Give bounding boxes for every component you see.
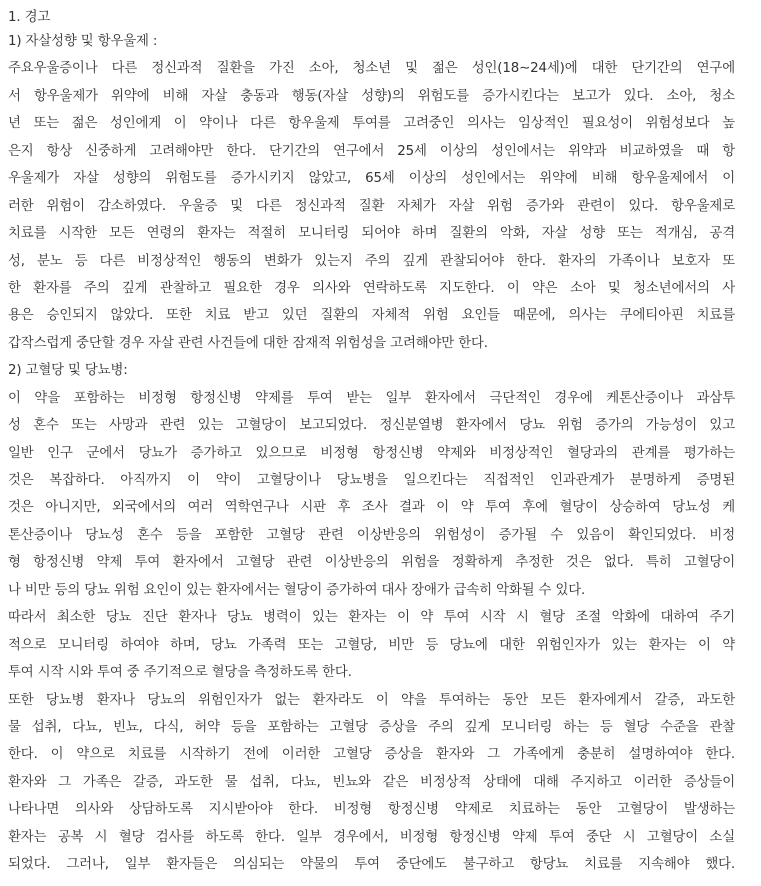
text-line: 한다. 이 약으로 치료를 시작하기 전에 이러한 고혈당 증상을 환자와 그 가족에게 충분히 설명하여야 한다.	[8, 747, 735, 763]
text-line: 갑작스럽게 중단할 경우 자살 관련 사건들에 대한 잠재적 위험성을 고려해야만 한다.	[8, 335, 488, 351]
section-heading: 2) 고혈당 및 당뇨병:	[8, 363, 128, 379]
text-line: 환자는 공복 시 혈당 검사를 하도록 한다. 일부 경우에서, 비정형 항정신병 약제 투여 중단 시 고혈당이 소실	[8, 829, 735, 845]
text-line: 따라서 최소한 당뇨 진단 환자나 당뇨 병력이 있는 환자는 이 약 투여 시작 시 혈당 조절 악화에 대하여 주기	[8, 610, 735, 626]
text-line: 물 섭취, 다뇨, 빈뇨, 다식, 허약 등을 포함하는 고혈당 증상을 주의 깊게 모니터링 하는 등 혈당 수준을 관찰	[8, 719, 735, 735]
text-line: 톤산증이나 당뇨성 혼수 등을 포함한 고혈당 관련 이상반응의 위험성이 증가될 수 있음이 확인되었다. 비정	[8, 527, 735, 543]
text-line: 서 항우울제가 위약에 비해 자살 충동과 행동(자살 성향)의 위험도를 증가시킨다는 보고가 있다. 소아, 청소	[8, 88, 735, 104]
section-heading: 1. 경고	[8, 10, 51, 25]
text-line: 적으로 모니터링 하여야 하며, 당뇨 가족력 또는 고혈당, 비만 등 당뇨에 대한 위험인자가 있는 환자는 이 약	[8, 637, 735, 653]
document-body	[8, 0, 758, 879]
text-line: 나타나면 의사와 상담하도록 지시받아야 한다. 비정형 항정신병 약제로 치료하는 동안 고혈당이 발생하는	[8, 802, 735, 818]
section-heading: 1) 자살성향 및 항우울제 :	[8, 34, 158, 49]
text-line: 이 약을 포함하는 비정형 항정신병 약제를 투여 받는 일부 환자에서 극단적인 경우에 케톤산증이나 과삼투	[8, 390, 735, 406]
text-line: 용은 승인되지 않았다. 또한 치료 받고 있던 질환의 자체적 위험 요인들 때문에, 의사는 쿠에티아핀 치료를	[8, 308, 735, 324]
text-line: 일반 인구 군에서 당뇨가 증가하고 있으므로 비정형 항정신병 약제와 비정상적인 혈당과의 관계를 평가하는	[8, 445, 735, 461]
text-line: 것은 복잡하다. 아직까지 이 약이 고혈당이나 당뇨병을 일으킨다는 직접적인 인과관계가 분명하게 증명된	[8, 473, 735, 488]
text-line: 우울제가 자살 성향의 위험도를 증가시키지 않았고, 65세 이상의 성인에서는 위약에 비해 항우울제에서 이	[8, 171, 735, 187]
text-line: 은지 항상 신중하게 고려해야만 한다. 단기간의 연구에서 25세 이상의 성인에서는 위약과 비교하였을 때 항	[8, 143, 735, 159]
text-line: 러한 위험이 감소하였다. 우울증 및 다른 정신과적 질환 자체가 자살 위험 증가와 관련이 있다. 항우울제로	[8, 198, 735, 214]
text-line: 투여 시작 시와 투여 중 주기적으로 혈당을 측정하도록 한다.	[8, 665, 352, 681]
text-line: 성 혼수 또는 사망과 관련 있는 고혈당이 보고되었다. 정신분열병 환자에서 당뇨 위험 증가의 가능성이 있고	[8, 418, 735, 434]
text-line: 되었다. 그러나, 일부 환자들은 의심되는 약물의 투여 중단에도 불구하고 항당뇨 치료를 지속해야 했다.	[8, 857, 735, 873]
text-line: 년 또는 젊은 성인에게 이 약이나 다른 항우울제 투여를 고려중인 의사는 임상적인 필요성이 위험성보다 높	[8, 116, 735, 132]
text-line: 주요우울증이나 다른 정신과적 질환을 가진 소아, 청소년 및 젊은 성인(18∼24세)에 대한 단기간의 연구에	[8, 61, 735, 77]
text-line: 성, 분노 등 다른 비정상적인 행동의 변화가 있는지 주의 깊게 관찰되어야 한다. 환자의 가족이나 보호자 또	[8, 253, 735, 269]
text-line: 것은 아니지만, 외국에서의 여러 역학연구나 시판 후 조사 결과 이 약 투여 후에 혈당이 상승하여 당뇨성 케	[8, 500, 735, 516]
text-line: 치료를 시작한 모든 연령의 환자는 적절히 모니터링 되어야 하며 질환의 악화, 자살 성향 또는 적개심, 공격	[8, 226, 735, 242]
text-line: 한 환자를 주의 깊게 관찰하고 필요한 경우 의사와 연락하도록 지도한다. 이 약은 소아 및 청소년에서의 사	[8, 280, 735, 296]
text-line: 또한 당뇨병 환자나 당뇨의 위험인자가 없는 환자라도 이 약을 투여하는 동안 모든 환자에게서 갈증, 과도한	[8, 692, 735, 708]
text-line: 형 항정신병 약제 투여 환자에서 고혈당 관련 이상반응의 위험을 정확하게 추정한 것은 없다. 특히 고혈당이	[8, 555, 735, 571]
text-line: 나 비만 등의 당뇨 위험 요인이 있는 환자에서는 혈당이 증가하여 대사 장애가 급속히 악화될 수 있다.	[8, 582, 586, 598]
text-line: 환자와 그 가족은 갈증, 과도한 물 섭취, 다뇨, 빈뇨와 같은 비정상적 상태에 대해 주지하고 이러한 증상들이	[8, 774, 735, 790]
